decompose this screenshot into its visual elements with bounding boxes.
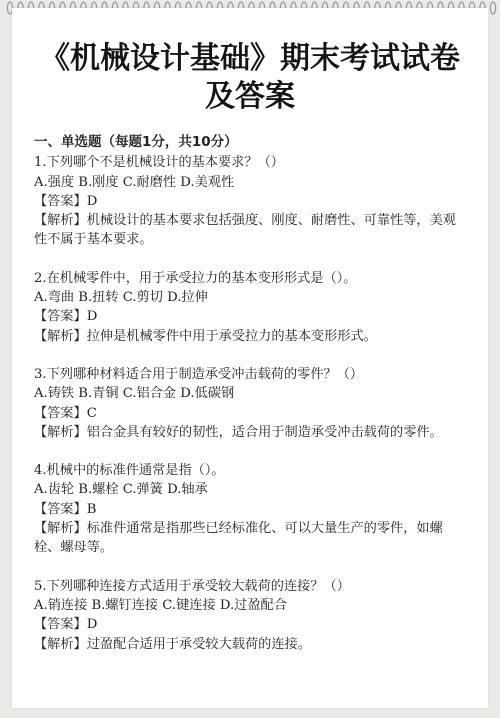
analysis-line: 【解析】铝合金具有较好的韧性，适合用于制造承受冲击载荷的零件。 [34, 424, 443, 440]
question-block [34, 269, 464, 346]
analysis-line: 【解析】过盈配合适用于承受较大载荷的连接。 [34, 636, 311, 652]
question-options: A.强度 B.刚度 C.耐磨性 D.美观性 [34, 174, 235, 190]
question-text: 3.下列哪种材料适合用于制造承受冲击载荷的零件？（） [34, 366, 364, 382]
answer-line: 【答案】D [34, 617, 98, 633]
question-text: 5.下列哪种连接方式适用于承受较大载荷的连接？（） [34, 578, 350, 594]
question-options: A.齿轮 B.螺栓 C.弹簧 D.轴承 [34, 482, 208, 498]
document-title [0, 40, 500, 116]
analysis-line: 【解析】拉伸是机械零件中用于承受拉力的基本变形形式。 [34, 328, 377, 344]
title-line-1: 《机械设计基础》期末考试试卷 [40, 41, 460, 76]
question-options: A.铸铁 B.青铜 C.铝合金 D.低碳钢 [34, 386, 235, 402]
answer-line: 【答案】D [34, 309, 98, 325]
title-line-2: 及答案 [205, 79, 295, 114]
question-text: 4.机械中的标准件通常是指（）。 [34, 463, 225, 479]
question-options: A.销连接 B.螺钉连接 C.键连接 D.过盈配合 [34, 597, 287, 613]
answer-line: 【答案】C [34, 405, 97, 421]
exam-content [34, 133, 464, 673]
question-block [34, 577, 464, 654]
question-options: A.弯曲 B.扭转 C.剪切 D.拉伸 [34, 290, 208, 306]
analysis-line: 【解析】标准件通常是指那些已经标准化、可以大量生产的零件，如螺栓、螺母等。 [34, 521, 443, 556]
answer-line: 【答案】D [34, 193, 98, 209]
question-block [34, 461, 464, 557]
question-block [34, 365, 464, 442]
section-header: 一、单选题（每题1分，共10分） [34, 134, 238, 150]
analysis-line: 【解析】机械设计的基本要求包括强度、刚度、耐磨性、可靠性等，美观性不属于基本要求。 [34, 213, 456, 248]
question-block [34, 153, 464, 249]
binder-ring [490, 2, 495, 14]
question-text: 2.在机械零件中，用于承受拉力的基本变形形式是（）。 [34, 270, 357, 286]
answer-line: 【答案】B [34, 501, 97, 517]
question-text: 1.下列哪个不是机械设计的基本要求？（） [34, 155, 284, 171]
